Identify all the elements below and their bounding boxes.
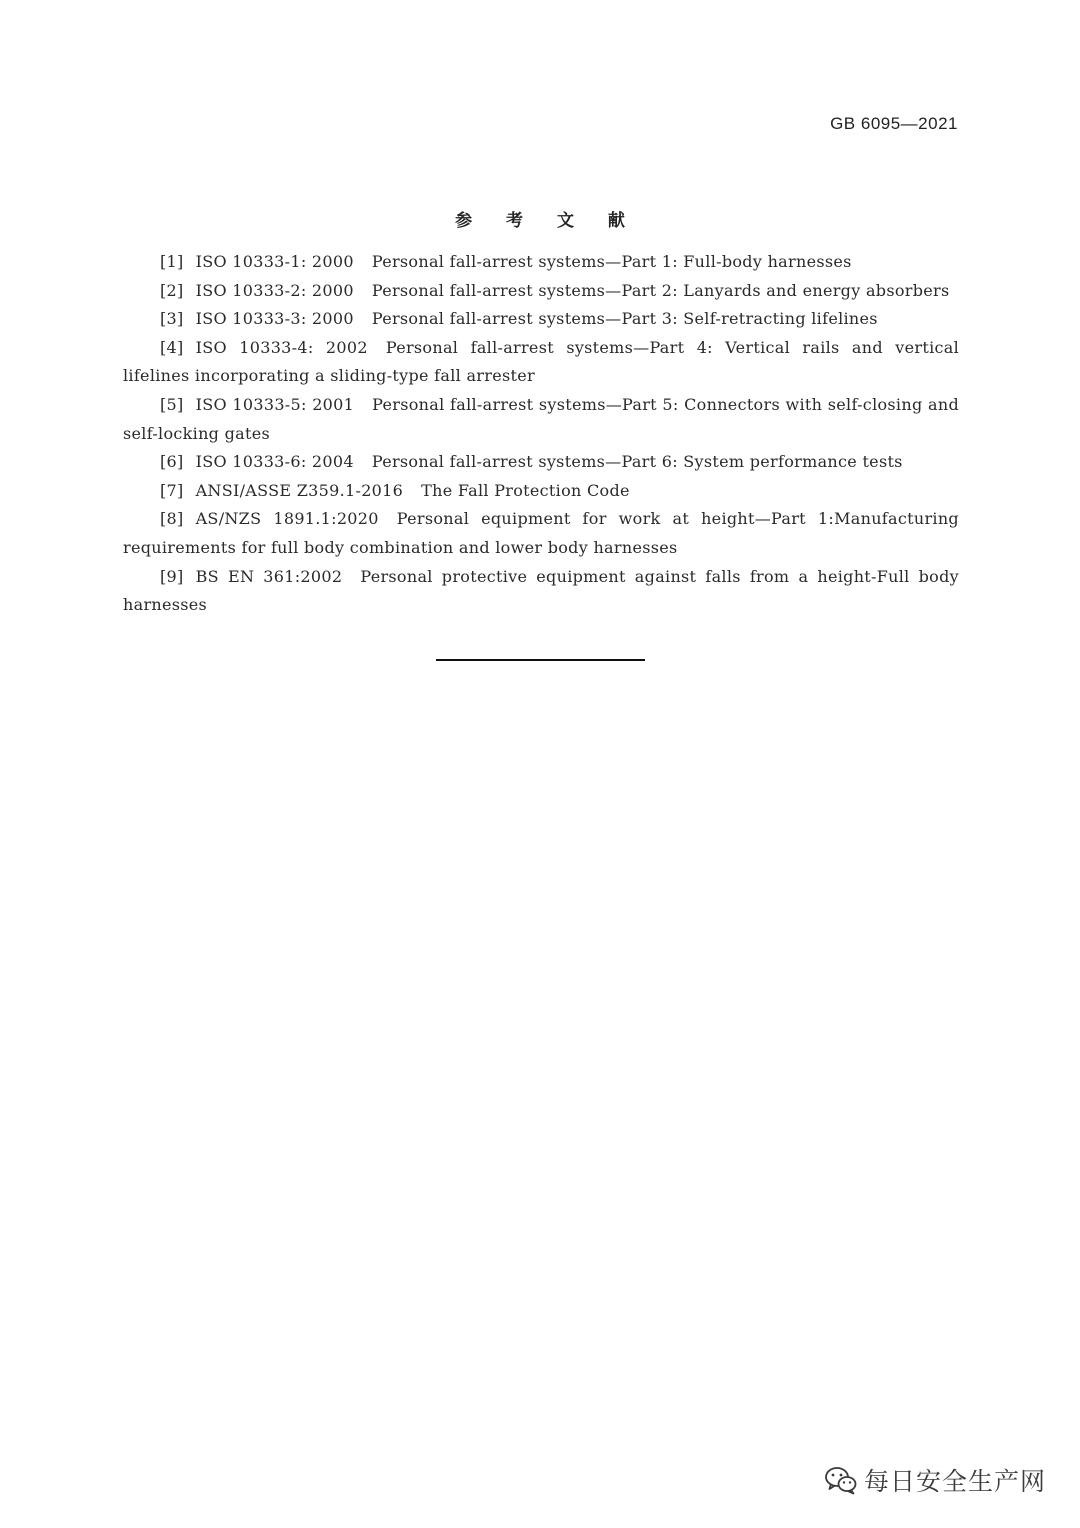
reference-number: [7] bbox=[160, 480, 184, 500]
watermark bbox=[824, 1462, 1046, 1498]
end-rule bbox=[436, 659, 645, 661]
reference-title: Personal protective equipment against falls from a height-Full body harnesses bbox=[123, 566, 960, 615]
reference-number: [8] bbox=[160, 509, 184, 529]
reference-standard: ISO 10333-5: 2001 bbox=[195, 394, 355, 414]
reference-standard: ISO 10333-2: 2000 bbox=[195, 280, 354, 300]
reference-standard: ANSI/ASSE Z359.1-2016 bbox=[195, 480, 404, 500]
reference-title: Personal equipment for work at height—Part 1:Manufacturing requirements for full body combination and lower body harnesses bbox=[123, 509, 959, 557]
reference-item bbox=[123, 477, 959, 506]
reference-standard: BS EN 361:2002 bbox=[195, 566, 343, 586]
reference-title: Personal fall-arrest systems—Part 1: Full-body harnesses bbox=[371, 252, 852, 271]
reference-number: [1] bbox=[160, 252, 184, 271]
reference-standard: ISO 10333-3: 2000 bbox=[195, 309, 354, 329]
reference-title: Personal fall-arrest systems—Part 3: Self-retracting lifelines bbox=[371, 309, 878, 329]
reference-number: [9] bbox=[160, 566, 184, 586]
reference-standard: ISO 10333-1: 2000 bbox=[195, 252, 354, 271]
reference-title: The Fall Protection Code bbox=[421, 480, 630, 500]
reference-standard: ISO 10333-4: 2002 bbox=[195, 337, 368, 357]
reference-item bbox=[123, 391, 959, 448]
reference-standard: AS/NZS 1891.1:2020 bbox=[195, 509, 379, 529]
reference-item bbox=[123, 334, 959, 391]
watermark-text: 每日安全生产网 bbox=[863, 1467, 1046, 1496]
reference-number: [5] bbox=[160, 394, 184, 414]
standard-code: GB 6095—2021 bbox=[830, 114, 958, 133]
reference-title: Personal fall-arrest systems—Part 5: Connectors with self-closing and self-locking gates bbox=[123, 394, 959, 443]
reference-number: [2] bbox=[160, 280, 184, 300]
reference-number: [3] bbox=[160, 309, 184, 329]
reference-standard: ISO 10333-6: 2004 bbox=[195, 452, 354, 472]
reference-item bbox=[123, 248, 959, 277]
reference-title: Personal fall-arrest systems—Part 6: System performance tests bbox=[371, 452, 903, 472]
reference-number: [4] bbox=[160, 337, 184, 357]
reference-title: Personal fall-arrest systems—Part 2: Lanyards and energy absorbers bbox=[371, 280, 950, 300]
reference-item bbox=[123, 505, 959, 562]
reference-item bbox=[123, 563, 959, 620]
reference-item bbox=[123, 448, 959, 477]
reference-item bbox=[123, 305, 959, 334]
wechat-icon bbox=[824, 1465, 858, 1495]
reference-item bbox=[123, 277, 959, 306]
reference-list bbox=[123, 248, 959, 620]
page-title: 参 考 文 献 bbox=[455, 211, 639, 231]
reference-number: [6] bbox=[160, 452, 184, 472]
reference-title: Personal fall-arrest systems—Part 4: Vertical rails and vertical lifelines incorporating a sliding-type fall arrester bbox=[123, 337, 960, 386]
